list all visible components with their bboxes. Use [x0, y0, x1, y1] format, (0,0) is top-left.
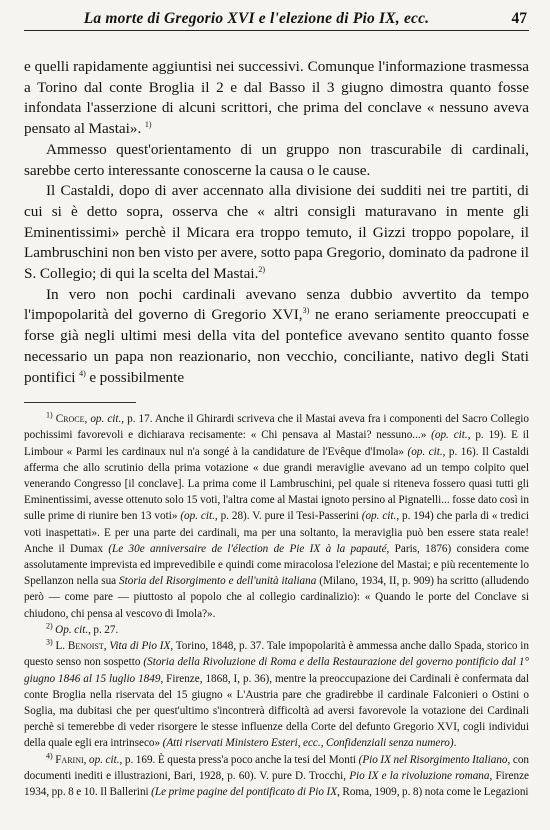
paragraph-3	[24, 181, 529, 285]
paragraph-1-text: e quelli rapidamente aggiuntisi nei successivi. Comunque l'informazione trasmessa a Torino dal conte Broglia il 2 e dal Basso il 3 giugno dimostra quanto fosse infondata l'asserzione di alcuni scrittori, che prima del conclave « nessuno aveva pensato al Mastai».	[24, 58, 529, 138]
page-number: 47	[511, 10, 527, 27]
footnote-4-text: , con documenti inediti e illustrazioni, Bari, 1928, p. 60). V. pure D. Trocchi,	[24, 753, 530, 782]
footnote-4-author: Farini,	[52, 753, 89, 766]
footnote-2-text: , p. 27.	[88, 623, 119, 636]
footnote-3-mark: 3)	[46, 637, 53, 647]
footnote-2-mark: 2)	[46, 621, 53, 631]
footnote-1-mark: 1)	[46, 410, 53, 420]
footnote-1-text: , p. 28). V. pure il Tesi-Passerini	[214, 510, 362, 523]
footnote-1-text: (Milano, 1934, II, p. 909) ha scritto (alludendo però — come pare — piuttosto al popolo che al collegio cardinalizio): « Quando le porte del Conclave si chiudono, chi pensa al vescovo di Imola?».	[24, 575, 529, 620]
footnote-4	[24, 752, 529, 801]
footnote-3-text: , Torino, 1848, p. 37. Tale impopolarità è ammessa anche dallo Spada, storico in questo senso non sospetto	[24, 640, 529, 669]
footnote-3-author: L. Benoist,	[52, 640, 110, 653]
footnote-4-cite: op. cit.	[89, 753, 120, 766]
footnote-1-author: Croce,	[52, 413, 91, 426]
footnote-1-text: , Paris, 1876) considera come assolutamente imprevista ed imprevedibile e quindi come miracolosa l'elezione del Mastai; e più recentemente lo Spellanzon nella sua	[24, 542, 529, 588]
footnote-1-text: , p. 194) che parla di « tredici voti inaspettati». E per una parte dei cardinali, ma per una soltanto, la meraviglia può ben essere stata reale! Anche il Dumax	[24, 510, 529, 555]
footnote-2-cite: Op. cit.	[55, 623, 89, 636]
footnote-1-cite: (op. cit.	[407, 445, 443, 458]
footnote-3-cite: (Storia della Rivoluzione di Roma e della Restaurazione del governo pontificio dal 1° giugno 1846 al 15 luglio 1849	[24, 656, 530, 685]
footnote-ref-3: 3)	[302, 306, 310, 316]
footnote-divider	[24, 402, 136, 403]
footnote-1-text: , p. 19). E il Limbour « Parmi les cardinaux nul n'a songé à la candidature de l'Evêque d'Imola»	[24, 429, 530, 458]
paragraph-4	[24, 285, 529, 389]
footnote-4-cite: (Le prime pagine del pontificato di Pio IX	[151, 785, 338, 798]
footnote-3	[24, 638, 529, 751]
footnote-3-cite: Vita di Pio IX	[109, 640, 171, 653]
footnotes	[24, 411, 529, 800]
header-title: La morte di Gregorio XVI e l'elezione di Pio IX, ecc.	[83, 10, 430, 27]
paragraph-1	[24, 57, 529, 140]
footnote-1-cite: (Le 30e anniversaire de l'élection de Pie IX à la papauté	[108, 542, 387, 555]
footnote-1	[24, 411, 529, 622]
footnote-1-cite: (op. cit.	[180, 510, 215, 523]
footnote-4-text: , Roma, 1909, p. 8) nota come le Legazioni	[337, 785, 529, 798]
footnote-ref-1: 1)	[144, 120, 152, 130]
footnote-1-cite: op. cit.	[90, 413, 122, 426]
paragraph-2: Ammesso quest'orientamento di un gruppo non trascurabile di cardinali, sarebbe certo interessante conoscerne la causa o le cause.	[24, 140, 529, 179]
footnote-1-cite: (op. cit.	[431, 429, 468, 442]
paragraph-3-text: Il Castaldi, dopo di aver accennato alla divisione dei sudditi nei tre partiti, di cui si è detto sopra, osserva che « altri consigli maturavano in mente gli Eminentissimi» perchè il Micara era troppo temuto, il Gizzi troppo popolare, il Lambruschini non ben visto per avere, sotto papa Gregorio, dominato da padrone il S. Collegio; di qui la scelta del Mastai.	[24, 182, 529, 283]
running-header	[24, 6, 529, 31]
footnote-4-mark: 4)	[46, 750, 53, 760]
footnote-3-text: .	[453, 737, 457, 750]
footnote-ref-4: 4)	[79, 368, 86, 378]
book-page	[24, 6, 529, 800]
paragraph-4-text-c: e possibilmente	[85, 368, 185, 386]
footnote-1-text: , p. 17. Anche il Ghirardi scriveva che il Mastai aveva fra i componenti del Sacro Collegio pochissimi favorevoli e dichiarava recisamente: « Chi pensava al Mastai? nessuno...»	[24, 413, 529, 442]
footnote-3-cite: (Atti riservati Ministero Esteri, ecc., Confidenziali senza numero)	[162, 737, 454, 750]
footnote-4-text: , p. 169. È questa press'a poco anche la tesi del Monti	[119, 753, 359, 766]
paragraph-4-text-a: In vero non pochi cardinali avevano senza dubbio avvertito da tempo l'impopolarità del governo di Gregorio XVI,	[24, 285, 529, 324]
footnote-4-cite: (Pio IX nel Risorgimento Italiano	[358, 753, 508, 766]
footnote-4-cite: Pio IX e la rivoluzione romana	[349, 769, 490, 782]
footnote-1-text: , p. 16). Il Castaldi afferma che allo scrutinio della prima votazione « due grandi meraviglie avevano ad un tempo colpito quel venerando Congresso [il conclave]. La prima come il Lambruschini, pel quale si riteneva fossero quasi tutti gli Eminentissimi, avesse ottenuto solo 15 voti, l'altra come al Mastai ignoto persino al Pignatelli... fosse dato così in sulle prime di riunire ben 13 voti»	[24, 445, 529, 523]
footnote-1-cite: Storia del Risorgimento e dell'unità italiana	[119, 575, 317, 588]
footnote-4-text: , Firenze 1934, pp. 8 e 10. Il Ballerini	[24, 769, 530, 798]
footnote-2	[24, 622, 529, 638]
footnote-1-cite: (op. cit.	[361, 510, 397, 523]
footnote-3-text: , Firenze, 1868, I, p. 36), mentre la preoccupazione dei Cardinali è confermata dal conte Broglia nella riservata del 15 giugno « L'Austria pare che gradirebbe il cardinale Falconieri o Ostini o Soglia, ma dubitasi che per quest'ultimo s'incontrerà difficoltà ad aversi favorevole la votazione dei Cardinali perchè si temerebbe di veder risorgere le stesse influenze della Corte del defunto Gregorio XVI, cogli individui della quale egli era intrinseco»	[24, 672, 529, 750]
main-text	[24, 57, 529, 388]
footnote-ref-2: 2)	[258, 264, 266, 274]
paragraph-4-text-b: ne erano seriamente preoccupati e forse già negli ultimi mesi della vita del pontefice avevano sentito quanto fosse necessario un papa non reazionario, non vecchio, conciliante, nativo degli Stati pontifici	[24, 306, 529, 386]
